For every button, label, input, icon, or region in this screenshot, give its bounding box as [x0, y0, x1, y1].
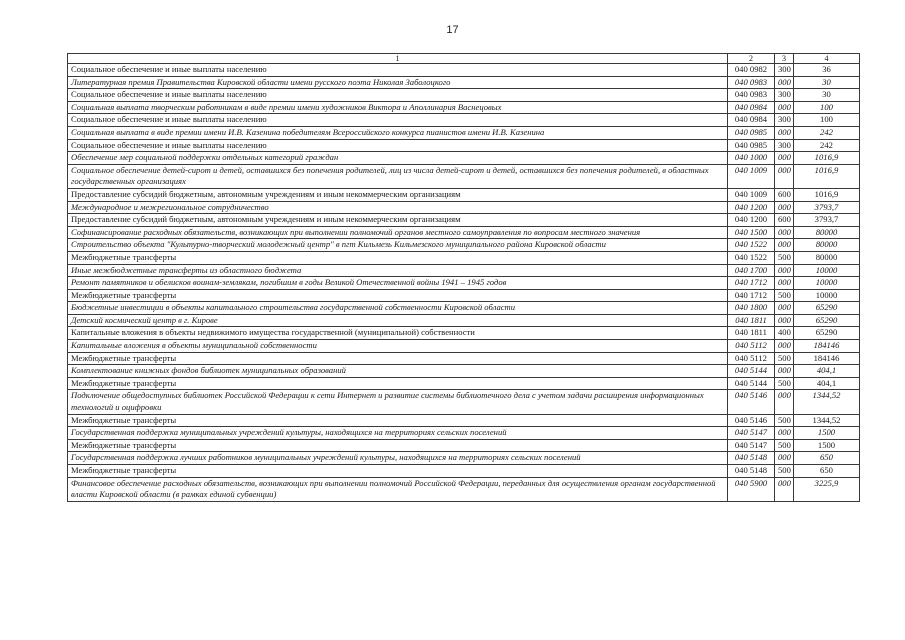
header-cell-amount: 4: [794, 54, 860, 64]
table-row: [68, 340, 860, 353]
cell-code: 040 1811: [728, 314, 775, 327]
header-cell-code: 2: [728, 54, 775, 64]
cell-type: 000: [775, 302, 794, 315]
cell-name: Международное и межрегиональное сотрудничество: [68, 201, 728, 214]
cell-type: 000: [775, 365, 794, 378]
cell-amount: 30: [794, 76, 860, 89]
cell-name: Социальная выплата в виде премии имени И.В. Казенина победителям Всероссийского конкурса пианистов имени И.В. Казенина: [68, 126, 728, 139]
table-row: [68, 452, 860, 465]
cell-name: Капитальные вложения в объекты недвижимого имущества государственной (муниципальной) собственности: [68, 327, 728, 340]
cell-type: 000: [775, 427, 794, 440]
cell-name: Социальное обеспечение и иные выплаты населению: [68, 114, 728, 127]
cell-code: 040 0985: [728, 139, 775, 152]
cell-type: 000: [775, 264, 794, 277]
cell-code: 040 5146: [728, 414, 775, 427]
cell-name: Бюджетные инвестиции в объекты капитального строительства государственной собственности Кировской области: [68, 302, 728, 315]
cell-name: Социальное обеспечение детей-сирот и детей, оставшихся без попечения родителей, лиц из числа детей-сирот и детей, оставшихся без попечения родителей, в областных государственных организациях: [68, 164, 728, 188]
cell-type: 000: [775, 101, 794, 114]
cell-type: 000: [775, 126, 794, 139]
table-row: [68, 226, 860, 239]
cell-amount: 36: [794, 64, 860, 77]
cell-amount: 650: [794, 465, 860, 478]
cell-code: 040 0984: [728, 101, 775, 114]
table-row: [68, 352, 860, 365]
table-row: [68, 126, 860, 139]
cell-type: 000: [775, 201, 794, 214]
cell-amount: 404,1: [794, 365, 860, 378]
cell-name: Социальное обеспечение и иные выплаты населению: [68, 64, 728, 77]
cell-type: 000: [775, 314, 794, 327]
cell-name: Межбюджетные трансферты: [68, 439, 728, 452]
cell-type: 000: [775, 76, 794, 89]
cell-amount: 30: [794, 89, 860, 102]
cell-type: 500: [775, 352, 794, 365]
cell-code: 040 0982: [728, 64, 775, 77]
cell-type: 500: [775, 289, 794, 302]
cell-type: 500: [775, 465, 794, 478]
table-header-row: [68, 54, 860, 64]
table-row: [68, 201, 860, 214]
cell-type: 000: [775, 226, 794, 239]
cell-code: 040 1522: [728, 239, 775, 252]
cell-code: 040 5148: [728, 452, 775, 465]
budget-table: [67, 53, 860, 502]
page-number: 17: [446, 24, 459, 36]
cell-type: 000: [775, 239, 794, 252]
table-row: [68, 89, 860, 102]
cell-type: 500: [775, 377, 794, 390]
cell-amount: 3225,9: [794, 477, 860, 501]
cell-code: 040 5147: [728, 427, 775, 440]
table-row: [68, 289, 860, 302]
cell-type: 300: [775, 114, 794, 127]
cell-name: Государственная поддержка муниципальных учреждений культуры, находящихся на территориях сельских поселений: [68, 427, 728, 440]
table-row: [68, 414, 860, 427]
header-cell-name: 1: [68, 54, 728, 64]
table-row: [68, 439, 860, 452]
cell-name: Комплектование книжных фондов библиотек муниципальных образований: [68, 365, 728, 378]
table-row: [68, 465, 860, 478]
cell-amount: 404,1: [794, 377, 860, 390]
cell-amount: 10000: [794, 264, 860, 277]
cell-amount: 65290: [794, 327, 860, 340]
table-row: [68, 214, 860, 227]
cell-amount: 1344,52: [794, 414, 860, 427]
cell-code: 040 5144: [728, 377, 775, 390]
table-row: [68, 390, 860, 414]
cell-type: 000: [775, 277, 794, 290]
cell-type: 500: [775, 251, 794, 264]
cell-name: Межбюджетные трансферты: [68, 289, 728, 302]
cell-amount: 3793,7: [794, 214, 860, 227]
table-row: [68, 139, 860, 152]
cell-code: 040 1009: [728, 164, 775, 188]
cell-type: 400: [775, 327, 794, 340]
cell-code: 040 0985: [728, 126, 775, 139]
cell-code: 040 5112: [728, 352, 775, 365]
cell-code: 040 1800: [728, 302, 775, 315]
cell-amount: 1016,9: [794, 152, 860, 165]
table-row: [68, 114, 860, 127]
cell-code: 040 5148: [728, 465, 775, 478]
cell-type: 300: [775, 64, 794, 77]
cell-name: Обеспечение мер социальной поддержки отдельных категорий граждан: [68, 152, 728, 165]
cell-code: 040 0983: [728, 76, 775, 89]
cell-name: Строительство объекта "Культурно-творческий молодежный центр" в пгт Кильмезь Кильмезского муниципального района Кировской области: [68, 239, 728, 252]
cell-amount: 65290: [794, 314, 860, 327]
cell-name: Иные межбюджетные трансферты из областного бюджета: [68, 264, 728, 277]
cell-amount: 650: [794, 452, 860, 465]
cell-type: 500: [775, 414, 794, 427]
cell-name: Подключение общедоступных библиотек Российской Федерации к сети Интернет и развитие системы библиотечного дела с учетом задачи расширения информационных технологий и оцифровки: [68, 390, 728, 414]
cell-name: Межбюджетные трансферты: [68, 414, 728, 427]
table-row: [68, 327, 860, 340]
cell-amount: 3793,7: [794, 201, 860, 214]
cell-type: 000: [775, 164, 794, 188]
cell-amount: 184146: [794, 340, 860, 353]
cell-name: Государственная поддержка лучших работников муниципальных учреждений культуры, находящихся на территориях сельских поселений: [68, 452, 728, 465]
cell-code: 040 1522: [728, 251, 775, 264]
cell-name: Софинансирование расходных обязательств, возникающих при выполнении полномочий органов местного самоуправления по вопросам местного значения: [68, 226, 728, 239]
cell-name: Литературная премия Правительства Кировской области имени русского поэта Николая Заболоцкого: [68, 76, 728, 89]
cell-code: 040 5147: [728, 439, 775, 452]
cell-amount: 1344,52: [794, 390, 860, 414]
cell-code: 040 5144: [728, 365, 775, 378]
cell-name: Финансовое обеспечение расходных обязательств, возникающих при выполнении полномочий Российской Федерации, переданных для осуществления органам государственной власти Кировской области (в рамках единой субвенции): [68, 477, 728, 501]
cell-name: Межбюджетные трансферты: [68, 251, 728, 264]
header-cell-type: 3: [775, 54, 794, 64]
cell-code: 040 1000: [728, 152, 775, 165]
cell-code: 040 1811: [728, 327, 775, 340]
cell-code: 040 5900: [728, 477, 775, 501]
table-row: [68, 365, 860, 378]
cell-amount: 80000: [794, 226, 860, 239]
table-row: [68, 477, 860, 501]
cell-code: 040 0983: [728, 89, 775, 102]
cell-type: 300: [775, 89, 794, 102]
cell-code: 040 1009: [728, 188, 775, 201]
cell-amount: 1500: [794, 427, 860, 440]
cell-type: 600: [775, 188, 794, 201]
cell-code: 040 1712: [728, 277, 775, 290]
table-row: [68, 277, 860, 290]
cell-code: 040 5112: [728, 340, 775, 353]
cell-code: 040 1500: [728, 226, 775, 239]
cell-amount: 10000: [794, 289, 860, 302]
cell-code: 040 1200: [728, 201, 775, 214]
cell-name: Социальное обеспечение и иные выплаты населению: [68, 139, 728, 152]
table-row: [68, 377, 860, 390]
cell-code: 040 1200: [728, 214, 775, 227]
cell-type: 000: [775, 340, 794, 353]
table-row: [68, 264, 860, 277]
cell-name: Предоставление субсидий бюджетным, автономным учреждениям и иным некоммерческим организациям: [68, 188, 728, 201]
cell-amount: 1016,9: [794, 164, 860, 188]
cell-code: 040 1700: [728, 264, 775, 277]
cell-amount: 184146: [794, 352, 860, 365]
table-row: [68, 101, 860, 114]
cell-code: 040 0984: [728, 114, 775, 127]
cell-type: 000: [775, 477, 794, 501]
cell-type: 500: [775, 439, 794, 452]
table-row: [68, 314, 860, 327]
cell-name: Ремонт памятников и обелисков воинам-землякам, погибшим в годы Великой Отечественной войны 1941 – 1945 годов: [68, 277, 728, 290]
cell-type: 000: [775, 390, 794, 414]
table-row: [68, 64, 860, 77]
table-row: [68, 239, 860, 252]
table-row: [68, 427, 860, 440]
table-row: [68, 302, 860, 315]
cell-amount: 80000: [794, 239, 860, 252]
cell-type: 300: [775, 139, 794, 152]
cell-amount: 65290: [794, 302, 860, 315]
cell-type: 000: [775, 152, 794, 165]
cell-name: Межбюджетные трансферты: [68, 377, 728, 390]
cell-amount: 1016,9: [794, 188, 860, 201]
cell-name: Межбюджетные трансферты: [68, 352, 728, 365]
cell-name: Социальная выплата творческим работникам в виде премии имени художников Виктора и Аполлинария Васнецовых: [68, 101, 728, 114]
cell-amount: 100: [794, 101, 860, 114]
cell-amount: 242: [794, 126, 860, 139]
cell-amount: 1500: [794, 439, 860, 452]
cell-code: 040 1712: [728, 289, 775, 302]
cell-amount: 10000: [794, 277, 860, 290]
table-row: [68, 188, 860, 201]
table-row: [68, 164, 860, 188]
table-row: [68, 76, 860, 89]
cell-name: Детский космический центр в г. Кирове: [68, 314, 728, 327]
cell-code: 040 5146: [728, 390, 775, 414]
cell-name: Предоставление субсидий бюджетным, автономным учреждениям и иным некоммерческим организациям: [68, 214, 728, 227]
cell-name: Капитальные вложения в объекты муниципальной собственности: [68, 340, 728, 353]
cell-type: 000: [775, 452, 794, 465]
cell-amount: 100: [794, 114, 860, 127]
table-row: [68, 251, 860, 264]
cell-amount: 80000: [794, 251, 860, 264]
table-row: [68, 152, 860, 165]
cell-name: Межбюджетные трансферты: [68, 465, 728, 478]
cell-type: 600: [775, 214, 794, 227]
cell-name: Социальное обеспечение и иные выплаты населению: [68, 89, 728, 102]
cell-amount: 242: [794, 139, 860, 152]
